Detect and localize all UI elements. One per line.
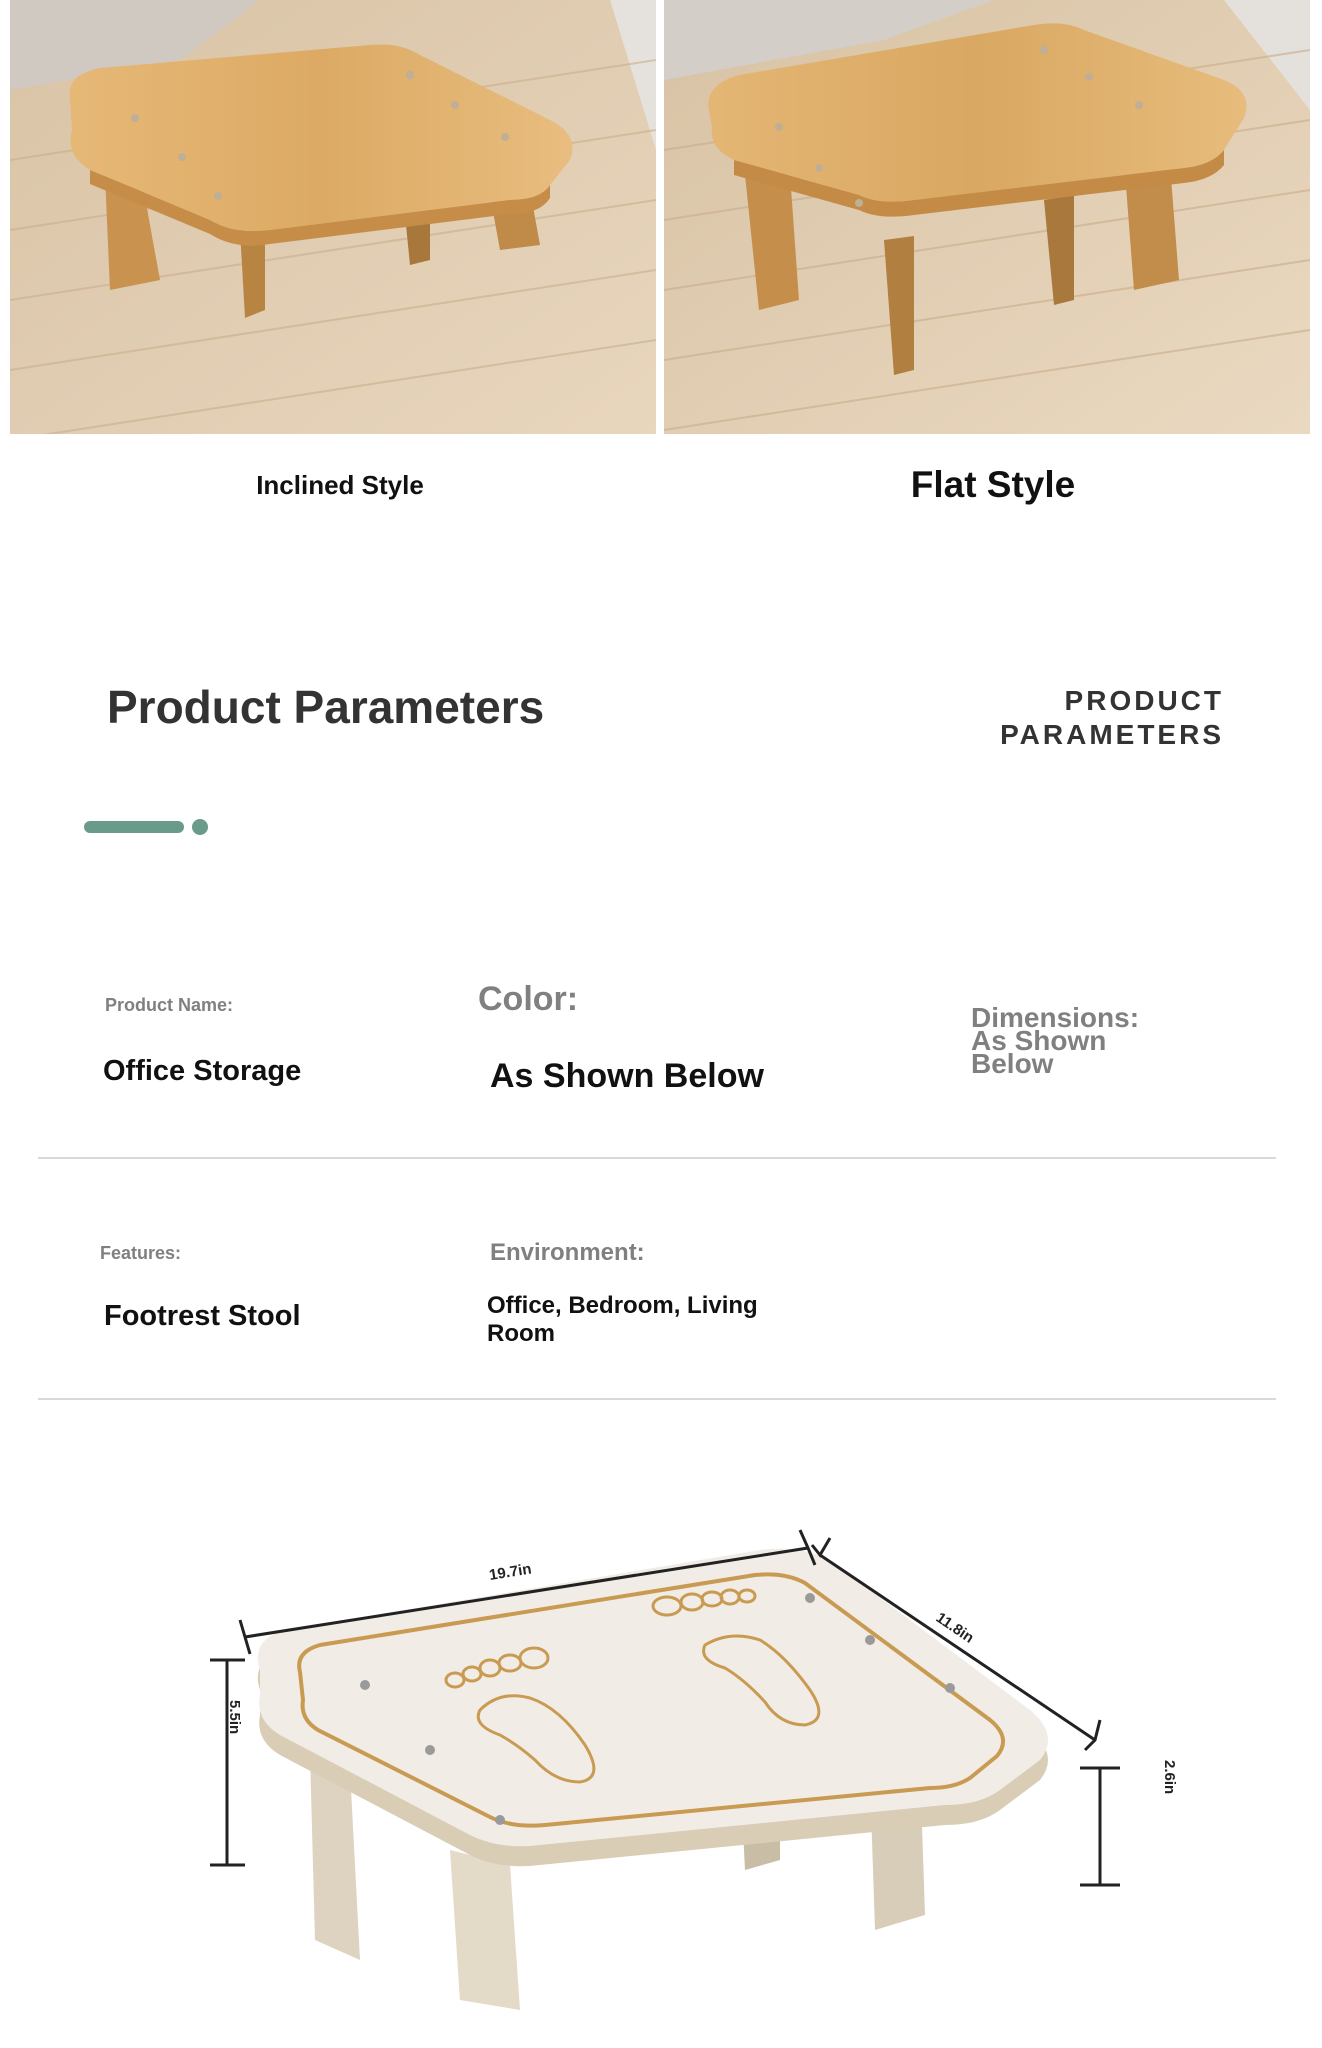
divider: [38, 1157, 1276, 1159]
product-name-label: Product Name:: [105, 995, 234, 1015]
inclined-style-photo: [10, 0, 656, 434]
parameters-title-alt: [960, 684, 1224, 752]
width-label: 11.8in: [932, 1609, 977, 1647]
features-value: Footrest Stool: [104, 1300, 301, 1332]
length-label: 19.7in: [487, 1560, 533, 1584]
dimension-diagram: [200, 1520, 1200, 2020]
environment-label: Environment:: [490, 1239, 645, 1266]
features-label: Features:: [100, 1243, 182, 1263]
color-value: As Shown Below: [490, 1057, 764, 1095]
short-height-label: 2.6in: [1161, 1760, 1178, 1795]
parameters-title-alt-line2: PARAMETERS: [1000, 719, 1224, 750]
tall-height-label: 5.5in: [226, 1700, 243, 1735]
accent-decoration: [84, 818, 210, 836]
parameters-title-alt-line1: PRODUCT: [1064, 685, 1224, 716]
parameters-title: Product Parameters: [107, 681, 545, 733]
dimensions-label: Dimensions: As Shown Below: [971, 1002, 1140, 1079]
color-label: Color:: [478, 980, 579, 1018]
environment-value: Office, Bedroom, Living Room: [487, 1292, 758, 1347]
divider: [38, 1398, 1276, 1400]
flat-style-label: Flat Style: [910, 464, 1076, 505]
product-name-value: Office Storage: [103, 1055, 302, 1087]
inclined-style-label: Inclined Style: [256, 470, 424, 500]
flat-style-photo: [664, 0, 1310, 434]
